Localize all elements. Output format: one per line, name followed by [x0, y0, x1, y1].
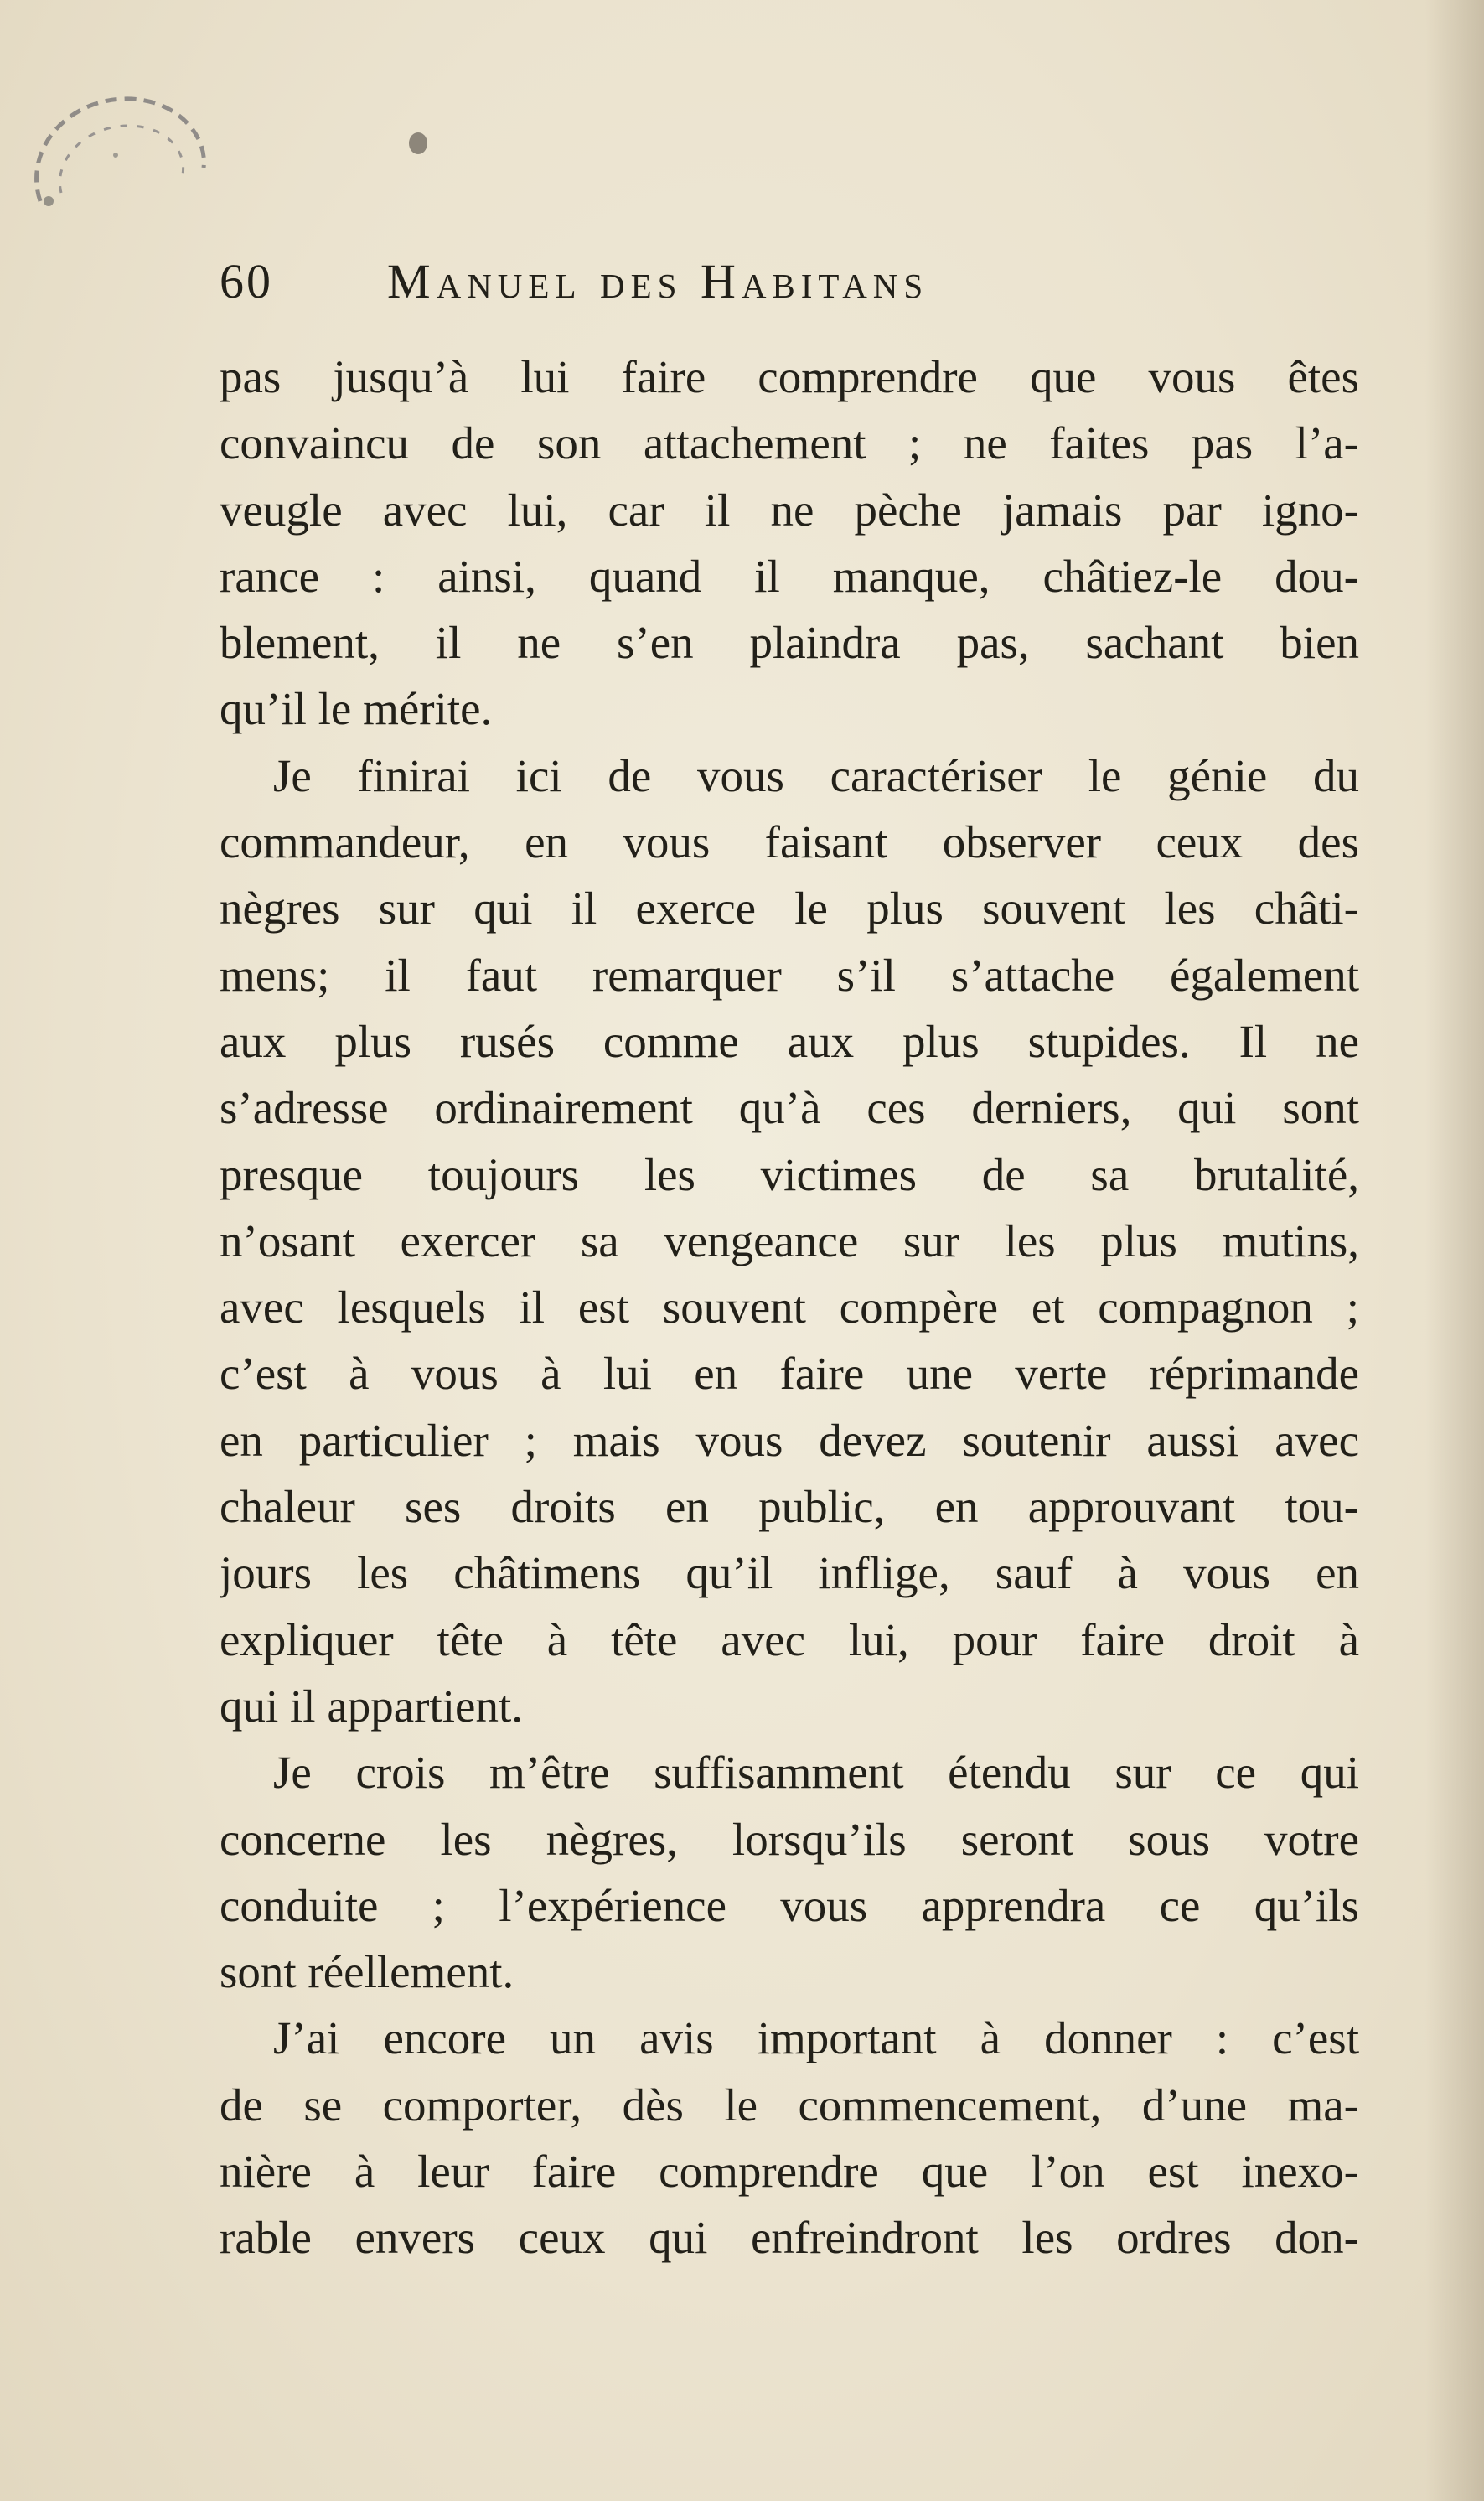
running-head	[220, 253, 1183, 329]
text-line: Je finirai ici de vous caractériser le génie du	[273, 749, 1359, 801]
text-line: concerne les nègres, lorsqu’ils seront sous votre	[220, 1813, 1359, 1865]
paragraph	[220, 1739, 1359, 2005]
text-line: n’osant exercer sa vengeance sur les plus mutins,	[220, 1214, 1359, 1266]
text-line: chaleur ses droits en public, en approuvant tou-	[220, 1481, 1359, 1533]
text-line: qu’il le mérite.	[220, 683, 493, 735]
text-line: mens; il faut remarquer s’il s’attache également	[220, 949, 1359, 1001]
text-line: rance : ainsi, quand il manque, châtiez-le dou-	[220, 550, 1359, 602]
paragraph	[220, 2005, 1359, 2271]
page-edge-shadow	[1425, 0, 1484, 2501]
text-line: avec lesquels il est souvent compère et compagnon ;	[220, 1282, 1359, 1333]
text-line: convaincu de son attachement ; ne faites pas l’a-	[220, 417, 1359, 469]
text-line: nière à leur faire comprendre que l’on est inexo-	[220, 2146, 1359, 2198]
text-line: blement, il ne s’en plaindra pas, sachant bien	[220, 617, 1359, 669]
text-line: veugle avec lui, car il ne pèche jamais par igno-	[220, 484, 1359, 536]
running-title: Manuel des Habitans	[387, 254, 929, 308]
text-line: nègres sur qui il exerce le plus souvent les châti-	[220, 883, 1359, 935]
text-line: J’ai encore un avis important à donner : c’est	[273, 2012, 1359, 2064]
text-line: s’adresse ordinairement qu’à ces derniers, qui sont	[220, 1082, 1359, 1134]
text-line: expliquer tête à tête avec lui, pour faire droit à	[220, 1613, 1359, 1665]
paragraph	[220, 743, 1359, 1739]
page-number: 60	[220, 254, 273, 308]
text-line: aux plus rusés comme aux plus stupides. Il ne	[220, 1015, 1359, 1067]
body-text	[220, 344, 1359, 2271]
paragraph	[220, 344, 1359, 743]
text-line: de se comporter, dès le commencement, d’une ma-	[220, 2079, 1359, 2131]
text-line: rable envers ceux qui enfreindront les ordres don-	[220, 2212, 1359, 2264]
text-line: pas jusqu’à lui faire comprendre que vous êtes	[220, 351, 1359, 402]
text-line: presque toujours les victimes de sa brutalité,	[220, 1148, 1359, 1200]
text-line: jours les châtimens qu’il inflige, sauf à vous en	[220, 1547, 1359, 1599]
text-line: c’est à vous à lui en faire une verte réprimande	[220, 1348, 1359, 1400]
library-stamp-icon	[15, 75, 216, 235]
ink-dot-mark	[409, 132, 427, 154]
text-line: qui il appartient.	[220, 1680, 523, 1732]
text-line: commandeur, en vous faisant observer ceux des	[220, 816, 1359, 868]
text-line: Je crois m’être suffisamment étendu sur ce qui	[273, 1747, 1359, 1799]
text-line: en particulier ; mais vous devez soutenir aussi avec	[220, 1414, 1359, 1466]
text-line: sont réellement.	[220, 1946, 514, 1998]
text-line: conduite ; l’expérience vous apprendra ce qu’ils	[220, 1879, 1359, 1931]
